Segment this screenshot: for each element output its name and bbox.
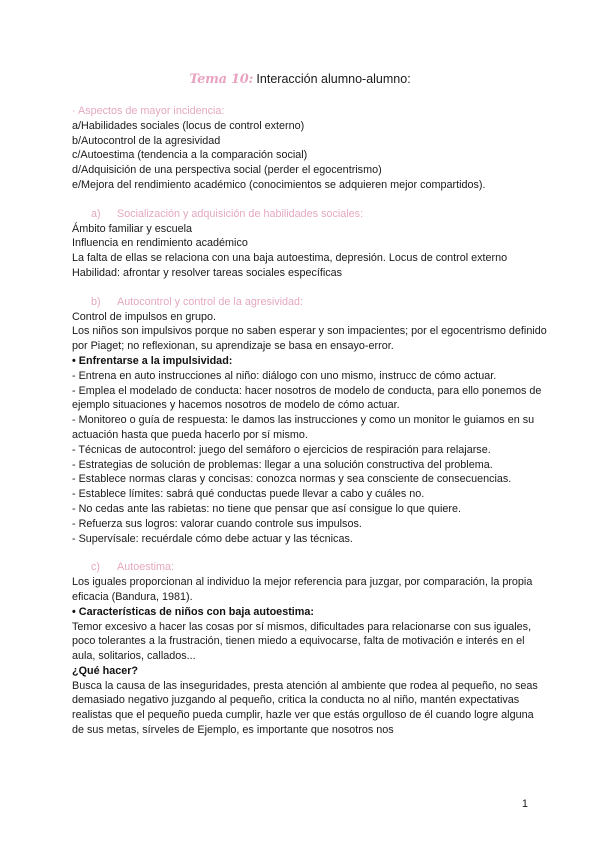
aspect-item: d/Adquisición de una perspectiva social (perder el egocentrismo) [72, 164, 382, 177]
section-c-intro: Los iguales proporcionan al individuo la mejor referencia para juzgar, por comparación, la propia eficacia (Bandura, 1981). [72, 576, 533, 603]
impulsivity-heading: • Enfrentarse a la impulsividad: [72, 354, 233, 367]
section-c-letter: c) [91, 561, 100, 574]
low-self-esteem-heading: • Características de niños con baja autoestima: [72, 605, 314, 618]
section-b-heading [72, 295, 548, 310]
section-a-line: Ámbito familiar y escuela [72, 222, 193, 235]
aspect-item: c/Autoestima (tendencia a la comparación social) [72, 149, 308, 162]
section-a-letter: a) [91, 207, 101, 220]
section-a-line: Habilidad: afrontar y resolver tareas sociales específicas [72, 266, 343, 279]
aspect-item: b/Autocontrol de la agresividad [72, 134, 221, 147]
section-a-heading [72, 207, 548, 222]
aspect-item: e/Mejora del rendimiento académico (conocimientos se adquieren mejor compartidos). [72, 178, 486, 191]
section-a-line: La falta de ellas se relaciona con una baja autoestima, depresión. Locus de control externo [72, 252, 508, 265]
what-to-do-text: Busca la causa de las inseguridades, presta atención al ambiente que rodea al pequeño, no seas demasiado negativo juzgando al pequeño, critica la conducta no al niño, mantén expectativas realistas que el pequeño pueda cumplir, hazle ver que estás orgulloso de él cuando logre alguna de sus metas, sírveles de Ejemplo, es importante que nosotros nos [72, 679, 538, 737]
section-a-title: Socialización y adquisición de habilidades sociales: [117, 207, 364, 220]
impulsivity-item: - Establece límites: sabrá qué conductas puede llevar a cabo y cuáles no. [72, 488, 425, 501]
section-c-heading [72, 560, 548, 575]
aspect-item: a/Habilidades sociales (locus de control externo) [72, 119, 305, 132]
what-to-do-heading: ¿Qué hacer? [72, 664, 138, 677]
tema-label: Tema 10: [189, 72, 253, 87]
section-b-title: Autocontrol y control de la agresividad: [117, 295, 304, 308]
impulsivity-item: - Técnicas de autocontrol: juego del semáforo o ejercicios de respiración para relajarse. [72, 443, 491, 456]
impulsivity-item: - Establece normas claras y concisas: conozca normas y sea consciente de consecuencias. [72, 473, 512, 486]
impulsivity-item: - No cedas ante las rabietas: no tiene que pensar que así consigue lo que quiere. [72, 502, 461, 515]
impulsivity-item: - Entrena en auto instrucciones al niño: diálogo con uno mismo, instrucc de cómo actuar. [72, 369, 497, 382]
section-a-line: Influencia en rendimiento académico [72, 237, 248, 250]
section-b-letter: b) [91, 295, 101, 308]
page-title [0, 72, 600, 87]
section-c-title: Autoestima: [117, 561, 175, 574]
aspects-heading: · Aspectos de mayor incidencia: [72, 105, 225, 117]
title-text: Interacción alumno-alumno: [252, 72, 411, 86]
low-self-esteem-text: Temor excesivo a hacer las cosas por sí mismos, dificultades para relacionarse con sus iguales, poco tolerantes a la frustración, tienen miedo a equivocarse, falta de motivación e interés en el aula, solitarios, callados... [72, 620, 532, 663]
impulsivity-item: - Estrategias de solución de problemas: llegar a una solución constructiva del problema. [72, 458, 493, 471]
impulsivity-item: - Emplea el modelado de conducta: hacer nosotros de modelo de conducta, para ello ponemos de ejemplo situaciones y hacemos nosotros de modelo de cómo actuar. [72, 384, 542, 412]
page-number: 1 [521, 798, 528, 810]
impulsivity-item: - Refuerza sus logros: valorar cuando controle sus impulsos. [72, 517, 362, 530]
section-b-intro: Control de impulsos en grupo. [72, 310, 217, 323]
section-b-intro: Los niños son impulsivos porque no saben esperar y son impacientes; por el egocentrismo definido por Piaget; no reflexionan, su aprendizaje se basa en ensayo-error. [72, 325, 547, 353]
impulsivity-item: - Supervísale: recuérdale cómo debe actuar y las técnicas. [72, 532, 353, 545]
document-body [72, 104, 548, 738]
impulsivity-item: - Monitoreo o guía de respuesta: le damos las instrucciones y como un monitor le guiamos en su actuación hasta que pueda hacerlo por sí mismo. [72, 414, 535, 441]
